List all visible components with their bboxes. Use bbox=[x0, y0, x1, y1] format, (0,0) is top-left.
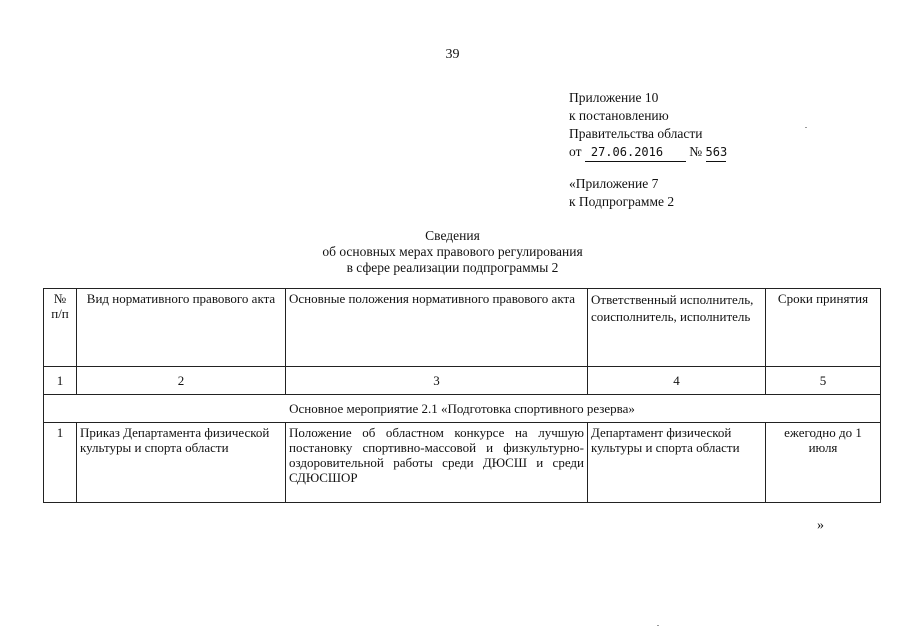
heading-line-1: Сведения bbox=[425, 228, 480, 243]
number-prefix: № bbox=[689, 144, 703, 159]
header-cell-provisions: Основные положения нормативного правового акта bbox=[286, 289, 588, 367]
appendix-7-line-2: к Подпрограмме 2 bbox=[569, 194, 675, 209]
closing-quote: » bbox=[817, 518, 824, 533]
scan-speck bbox=[657, 625, 659, 626]
date-prefix: от bbox=[569, 144, 582, 159]
heading-line-3: в сфере реализации подпрограммы 2 bbox=[346, 260, 559, 275]
appendix-7-line-1: «Приложение 7 bbox=[569, 176, 659, 191]
page-number: 39 bbox=[445, 47, 460, 62]
header-cell-responsible: Ответственный исполнитель, соисполнитель, исполнитель bbox=[588, 289, 766, 367]
row-responsible: Департамент физической культуры и спорта области bbox=[588, 423, 766, 503]
column-number: 3 bbox=[286, 367, 588, 395]
appendix-line-2: к постановлению bbox=[569, 108, 669, 123]
scan-speck bbox=[805, 127, 807, 128]
header-cell-deadline: Сроки принятия bbox=[766, 289, 881, 367]
table-row bbox=[44, 423, 881, 503]
header-cell-num: № п/п bbox=[44, 289, 77, 367]
row-act-type: Приказ Департамента физической культуры и спорта области bbox=[77, 423, 286, 503]
document-heading bbox=[0, 228, 905, 276]
appendix-date-line bbox=[569, 143, 726, 162]
appendix-7-header bbox=[569, 175, 674, 211]
column-number-row bbox=[44, 367, 881, 395]
table-header-row bbox=[44, 289, 881, 367]
measures-table bbox=[43, 288, 881, 503]
row-deadline: ежегодно до 1 июля bbox=[766, 423, 881, 503]
column-number: 5 bbox=[766, 367, 881, 395]
header-cell-act-type: Вид нормативного правового акта bbox=[77, 289, 286, 367]
section-title: Основное мероприятие 2.1 «Подготовка спортивного резерва» bbox=[44, 395, 881, 423]
column-number: 4 bbox=[588, 367, 766, 395]
column-number: 2 bbox=[77, 367, 286, 395]
appendix-header bbox=[569, 89, 726, 162]
appendix-line-1: Приложение 10 bbox=[569, 90, 659, 105]
column-number: 1 bbox=[44, 367, 77, 395]
row-num: 1 bbox=[44, 423, 77, 503]
appendix-line-3: Правительства области bbox=[569, 126, 703, 141]
heading-line-2: об основных мерах правового регулирования bbox=[322, 244, 583, 259]
row-provisions: Положение об областном конкурсе на лучшую постановку спортивно-массовой и физкультурно-оздоровительной работы среди ДЮСШ и среди СДЮСШОР bbox=[286, 423, 588, 503]
section-row bbox=[44, 395, 881, 423]
date-value: 27.06.2016 bbox=[585, 143, 686, 162]
number-value: 563 bbox=[706, 143, 726, 162]
